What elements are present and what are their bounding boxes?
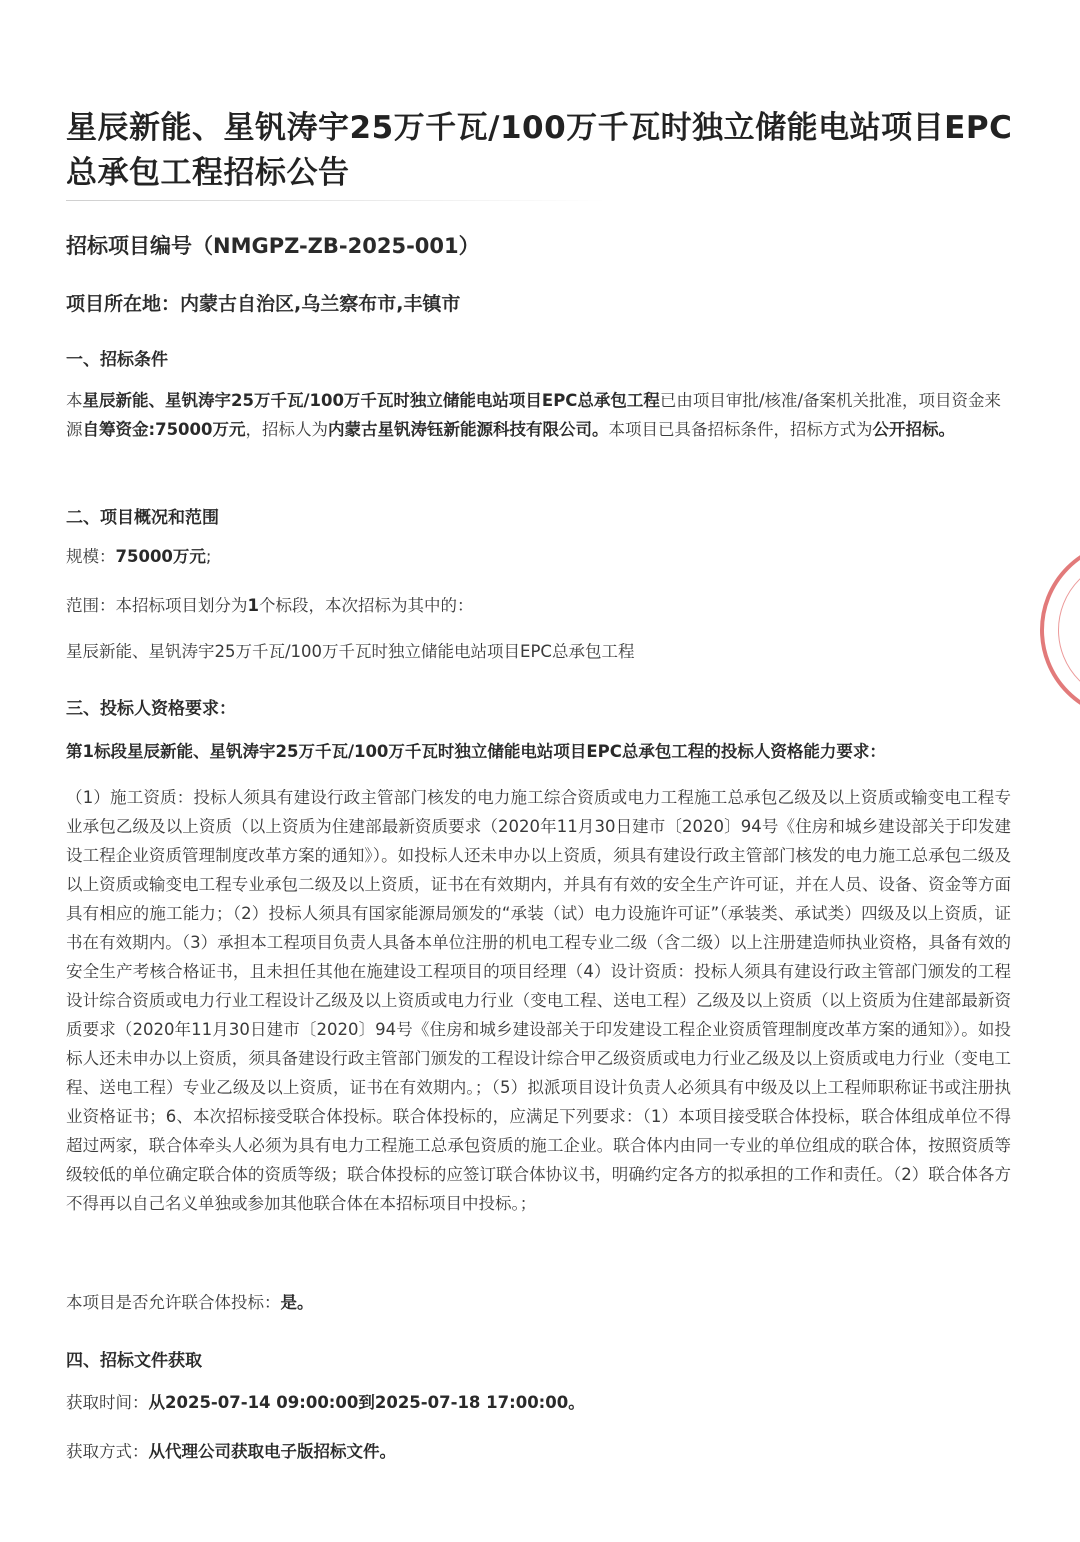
- section-3-subheading: 第1标段星辰新能、星钒涛宇25万千瓦/100万千瓦时独立储能电站项目EPC总承包工程的投标人资格能力要求：: [66, 742, 886, 761]
- acquire-method-line: [66, 1437, 1011, 1466]
- range-count: 1: [247, 596, 259, 615]
- acquire-time-label: 获取时间：: [66, 1393, 149, 1412]
- project-number: 招标项目编号（NMGPZ-ZB-2025-001）: [66, 234, 480, 258]
- range-label: 范围：本招标项目划分为: [66, 596, 248, 615]
- title-divider: [66, 200, 606, 201]
- section-1-text-1: 本: [66, 391, 83, 410]
- range-item: 星辰新能、星钒涛宇25万千瓦/100万千瓦时独立储能电站项目EPC总承包工程: [66, 642, 635, 661]
- project-name-bold: 星辰新能、星钒涛宇25万千瓦/100万千瓦时独立储能电站项目EPC总承包工程: [82, 391, 660, 410]
- qualification-requirements: （1）施工资质：投标人须具有建设行政主管部门核发的电力施工综合资质或电力工程施工总承包乙级及以上资质或输变电工程专业承包乙级及以上资质（以上资质为住建部最新资质要求（2020年11月30日建市〔2020〕94号《住房和城乡建设部关于印发建设工程企业资质管理制度改革方案的通知》）。如投标人还未申办以上资质，须具有建设行政主管部门核发的电力施工总承包二级及以上资质或输变电工程专业承包二级及以上资质，证书在有效期内，并具有有效的安全生产许可证，并在人员、设备、资金等方面具有相应的施工能力；（2）投标人须具有国家能源局颁发的“承装（试）电力设施许可证”（承装类、承试类）四级及以上资质，证书在有效期内。（3）承担本工程项目负责人具备本单位注册的机电工程专业二级（含二级）以上注册建造师执业资格，具备有效的安全生产考核合格证书，且未担任其他在施建设工程项目的项目经理（4）设计资质：投标人须具有建设行政主管部门颁发的工程设计综合资质或电力行业工程设计乙级及以上资质或电力行业（变电工程、送电工程）乙级及以上资质（以上资质为住建部最新资质要求（2020年11月30日建市〔2020〕94号《住房和城乡建设部关于印发建设工程企业资质管理制度改革方案的通知》）。如投标人还未申办以上资质，须具备建设行政主管部门颁发的工程设计综合甲乙级资质或电力行业乙级及以上资质或电力行业（变电工程、送电工程）专业乙级及以上资质，证书在有效期内。；（5）拟派项目设计负责人必须具有中级及以上工程师职称证书或注册执业资格证书；6、本次招标接受联合体投标。联合体投标的，应满足下列要求：（1）本项目接受联合体投标，联合体组成单位不得超过两家，联合体牵头人必须为具有电力工程施工总承包资质的施工企业。联合体内由同一专业的单位组成的联合体，按照资质等级较低的单位确定联合体的资质等级；联合体投标的应签订联合体协议书，明确约定各方的拟承担的工作和责任。（2）联合体各方不得再以自己名义单独或参加其他联合体在本招标项目中投标。；: [66, 788, 1011, 1213]
- range-suffix: 个标段，本次招标为其中的：: [258, 596, 474, 615]
- tenderer-bold: 内蒙古星钒涛钰新能源科技有限公司。: [328, 420, 609, 439]
- scale-value: 75000万元: [115, 547, 206, 566]
- acquire-method-value: 从代理公司获取电子版招标文件。: [148, 1442, 396, 1461]
- scale-suffix: ;: [205, 547, 212, 566]
- section-1-heading: 一、招标条件: [66, 350, 168, 370]
- section-2-heading: 二、项目概况和范围: [66, 508, 219, 528]
- section-1-body: [66, 386, 1011, 444]
- project-location: 项目所在地：内蒙古自治区,乌兰察布市,丰镇市: [66, 293, 461, 315]
- range-line: [66, 591, 1011, 620]
- acquire-time-line: [66, 1388, 1011, 1417]
- consortium-value: 是。: [280, 1293, 314, 1312]
- seal-inner-ring: [1058, 558, 1080, 702]
- fund-source-bold: 自筹资金:75000万元: [82, 420, 246, 439]
- scale-line: [66, 542, 1011, 571]
- acquire-method-label: 获取方式：: [66, 1442, 149, 1461]
- company-seal: [1040, 540, 1080, 720]
- section-3-heading: 三、投标人资格要求：: [66, 699, 236, 719]
- consortium-line: [66, 1288, 1011, 1317]
- section-1-text-4: 本项目已具备招标条件，招标方式为: [608, 420, 873, 439]
- section-1-text-2: 已由项目审批/核准/备案机关批准，项目资金来源: [66, 391, 1002, 439]
- acquire-time-value: 从2025-07-14 09:00:00到2025-07-18 17:00:00。: [148, 1393, 585, 1412]
- scale-label: 规模：: [66, 547, 116, 566]
- page-title: 星辰新能、星钒涛宇25万千瓦/100万千瓦时独立储能电站项目EPC总承包工程招标公告: [66, 110, 1013, 191]
- section-4-heading: 四、招标文件获取: [66, 1351, 202, 1371]
- tender-method-bold: 公开招标。: [872, 420, 956, 439]
- consortium-label: 本项目是否允许联合体投标：: [66, 1293, 281, 1312]
- section-1-text-3: ，招标人为: [245, 420, 329, 439]
